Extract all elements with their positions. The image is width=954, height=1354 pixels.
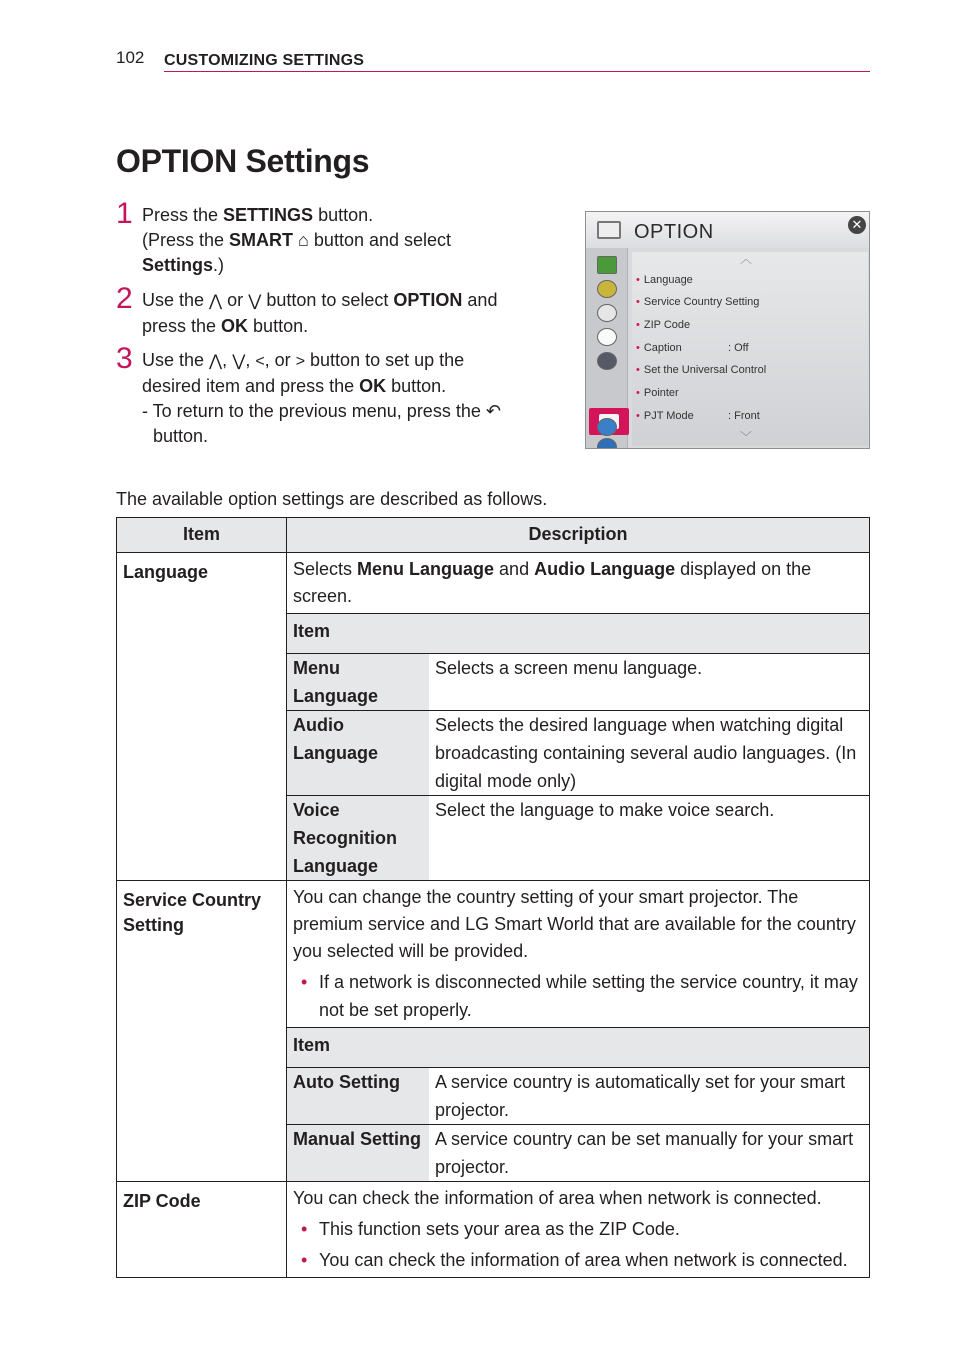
support-icon[interactable] [597, 438, 617, 449]
lock-icon[interactable] [597, 352, 617, 370]
row-description [287, 1182, 870, 1278]
table-row [117, 1182, 870, 1278]
row-description [287, 553, 870, 881]
table-header-row [117, 518, 870, 553]
step-subnote: - To return to the previous menu, press the ↶ button. [142, 401, 501, 446]
step-number: 2 [116, 282, 133, 315]
table-row [117, 881, 870, 1182]
sub-item: Audio Language [287, 711, 429, 796]
page-title: OPTION Settings [116, 143, 370, 179]
scroll-up-icon[interactable]: ︿ [740, 252, 753, 266]
home-icon: ⌂ [298, 230, 309, 250]
row-description [287, 881, 870, 1182]
row-item: ZIP Code [117, 1182, 287, 1278]
down-arrow-icon: ⋁ [248, 293, 262, 310]
sub-table-row [287, 1068, 869, 1125]
menu-item[interactable]: • Set the Universal Control [636, 364, 767, 376]
close-icon[interactable]: ✕ [848, 216, 866, 234]
step-text: Use the ⋀, ⋁, <, or > button to set up the desired item and press the OK button. [142, 350, 465, 396]
menu-sidebar [586, 248, 628, 448]
menu-item[interactable]: • Service Country Setting [636, 296, 760, 308]
row-item: Service Country Setting [117, 881, 287, 1182]
menu-header [586, 212, 869, 248]
sub-value: Selects the desired language when watching digital broadcasting containing several audio languages. (In digital mode only) [429, 711, 869, 796]
down-arrow-icon: ⋁ [232, 353, 246, 370]
description-text: You can check the information of area when network is connected. [293, 1188, 822, 1208]
row-item: Language [117, 553, 287, 881]
menu-list [632, 252, 868, 446]
option-menu-screenshot [585, 211, 870, 449]
sound-icon[interactable] [597, 280, 617, 298]
sub-item: Voice Recognition Language [287, 796, 429, 881]
header-rule [164, 71, 870, 72]
menu-title: OPTION [634, 221, 714, 243]
step-number: 1 [116, 197, 133, 230]
table-row [117, 553, 870, 881]
bullet-item: • You can check the information of area when network is connected. [301, 1250, 848, 1270]
step-text: Use the ⋀ or ⋁ button to select OPTION and press the OK button. [142, 290, 498, 336]
sub-table-row [287, 654, 869, 711]
up-arrow-icon: ⋀ [209, 293, 223, 310]
description-text: You can change the country setting of your smart projector. The premium service and LG Smart World that are available for the country you selected will be provided. [293, 887, 856, 961]
menu-item[interactable]: • PJT Mode : Front [636, 410, 760, 422]
network-icon[interactable] [597, 418, 617, 436]
sub-table-header: Item [287, 1028, 869, 1068]
description-text: Selects Menu Language and Audio Language displayed on the screen. [293, 559, 812, 606]
sub-item: Auto Setting [287, 1068, 429, 1125]
page-number: 102 [116, 48, 145, 67]
step-2 [116, 282, 556, 339]
bullet-item: • This function sets your area as the ZIP Code. [301, 1219, 680, 1239]
back-icon: ↶ [485, 401, 501, 421]
step-number: 3 [116, 342, 133, 375]
option-settings-table [116, 517, 870, 1278]
sub-item: Menu Language [287, 654, 429, 711]
sub-value: A service country is automatically set for your smart projector. [429, 1068, 869, 1125]
left-arrow-icon: < [255, 353, 265, 370]
sub-item: Manual Setting [287, 1125, 429, 1182]
menu-item[interactable]: • Pointer [636, 387, 679, 399]
picture-icon[interactable] [597, 256, 617, 274]
sub-value: A service country can be set manually for your smart projector. [429, 1125, 869, 1182]
section-title: CUSTOMIZING SETTINGS [164, 52, 365, 69]
right-arrow-icon: > [295, 353, 306, 370]
up-arrow-icon: ⋀ [209, 353, 223, 370]
intro-text: The available option settings are described as follows. [116, 489, 548, 509]
step-1 [116, 197, 556, 278]
menu-item[interactable]: • Language [636, 274, 693, 286]
column-header-description: Description [287, 518, 870, 553]
sub-table-row [287, 1125, 869, 1182]
sub-table-header: Item [287, 614, 869, 654]
time-icon[interactable] [597, 328, 617, 346]
menu-item[interactable]: • Caption : Off [636, 342, 749, 354]
option-icon [597, 221, 621, 239]
column-header-item: Item [117, 518, 287, 553]
step-text: Press the SETTINGS button. (Press the SMART ⌂ button and select Settings.) [142, 205, 452, 275]
sub-value: Selects a screen menu language. [429, 654, 869, 711]
sub-table [287, 613, 869, 880]
bullet-item: • If a network is disconnected while setting the service country, it may not be set properly. [301, 972, 858, 1020]
sub-table-row [287, 796, 869, 881]
scroll-down-icon[interactable]: ﹀ [740, 430, 753, 444]
sub-table [287, 1027, 869, 1181]
sub-table-row [287, 711, 869, 796]
step-3 [116, 342, 556, 449]
menu-item[interactable]: • ZIP Code [636, 319, 691, 331]
sub-value: Select the language to make voice search. [429, 796, 869, 881]
setup-icon[interactable] [597, 304, 617, 322]
